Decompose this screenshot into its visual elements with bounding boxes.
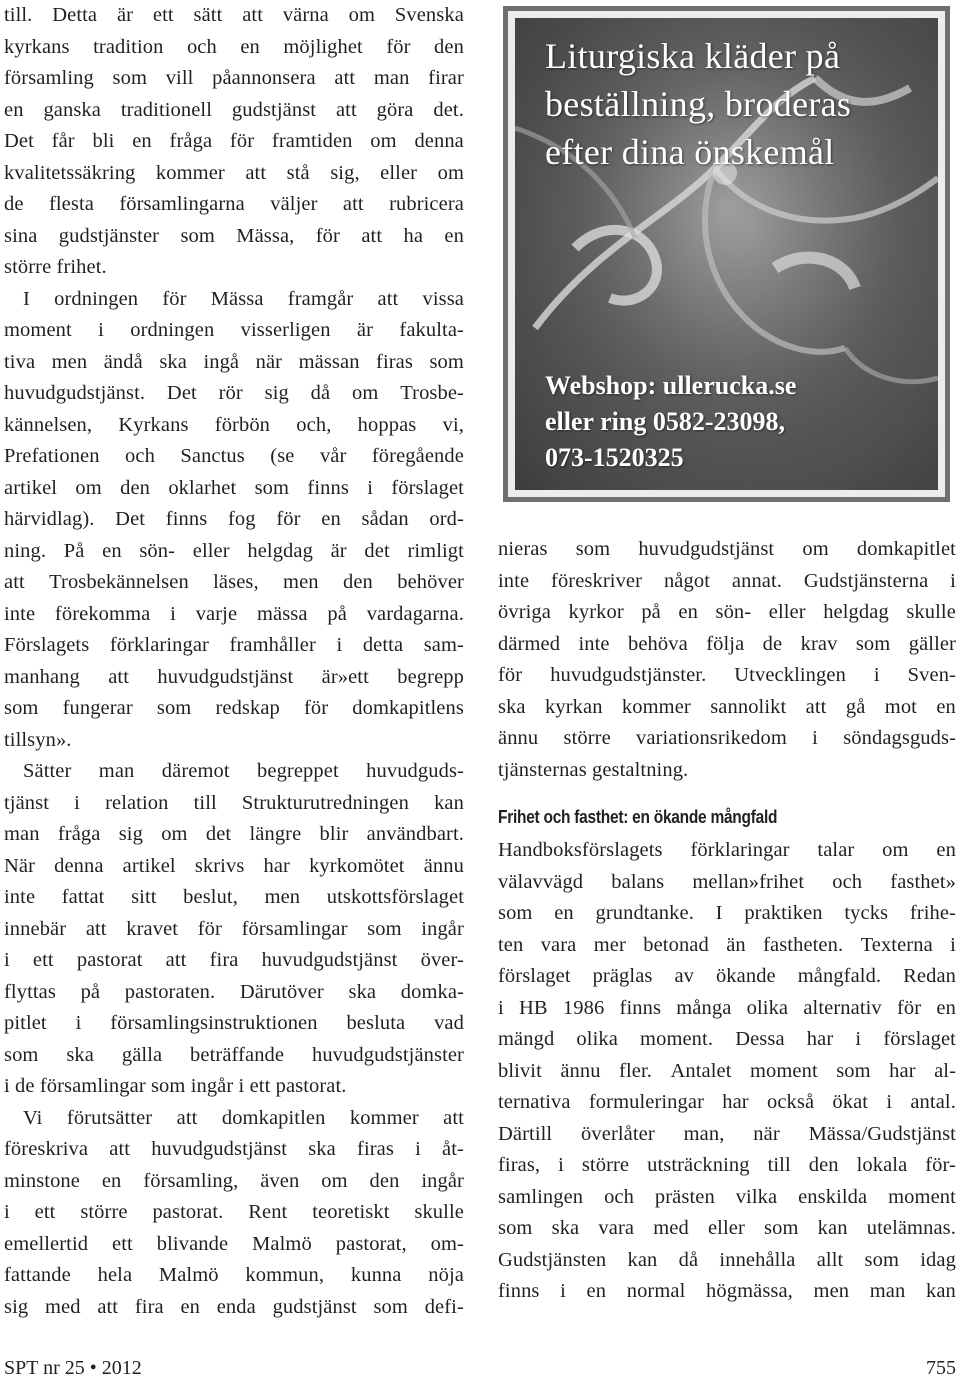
ad-phone-line: 073-1520325 <box>545 443 684 472</box>
text-line: man fråga sig om det längre blir användbart. <box>4 823 464 845</box>
ad-title-line: Liturgiska kläder på <box>545 36 841 76</box>
text-line: som ska gälla beträffande huvudgudstjänster <box>4 1043 464 1066</box>
text-line: pitlet i församlingsinstruktionen besluta vad <box>4 1012 464 1034</box>
text-line: tjänst i relation till Strukturutredningen kan <box>4 791 464 814</box>
ad-title-line: beställning, broderas <box>545 84 852 124</box>
text-line: därmed inte behöva följa de krav som gäller <box>498 632 956 655</box>
text-line: flyttas på pastoraten. Därutöver ska domka- <box>4 980 464 1003</box>
text-line: som en grundtanke. I praktiken tycks frihe- <box>498 902 956 924</box>
text-line: sina gudstjänster som Mässa, för att ha en <box>4 224 464 247</box>
text-line: att Trosbekännelsen läses, men den behöver <box>4 571 464 593</box>
text-line: Därtill överlåter man, när Mässa/Gudstjänst <box>498 1122 956 1145</box>
text-line: Prefationen och Sanctus (se vår föregående <box>4 445 464 467</box>
text-line: ännu större variationsrikedom i söndagsguds- <box>498 727 956 749</box>
text-line: välavvägd balans mellan»frihet och fasthet» <box>498 870 956 893</box>
text-line: Det får bli en fråga för framtiden om denna <box>4 130 464 152</box>
text-line: för huvudgudstjänster. Utvecklingen i Sven- <box>498 664 956 686</box>
text-line: föreskriva att huvudgudstjänst ska firas i åt- <box>4 1138 464 1160</box>
text-line: samlingen och prästen vilka enskilda moment <box>498 1185 956 1208</box>
ad-title <box>545 32 935 176</box>
text-line: övriga kyrkor på en sön- eller helgdag skulle <box>498 601 956 623</box>
text-line: firas, i större utsträckning till den lokala för- <box>498 1154 956 1176</box>
text-line: finns i en normal högmässa, men man kan <box>498 1280 956 1302</box>
text-line: blivit ännu fler. Antalet moment som har al- <box>498 1059 956 1082</box>
text-line: kyrkans tradition och en möjlighet för den <box>4 35 464 58</box>
footer-issue-info: SPT nr 25 • 2012 <box>4 1357 142 1379</box>
text-line: fattande hela Malmö kommun, kunna nöja <box>4 1264 464 1286</box>
text-line: ten vara mer betonad än fastheten. Texterna i <box>498 933 956 956</box>
text-line: som ska vara med eller som kan utelämnas. <box>498 1217 956 1239</box>
text-line: i de församlingar som ingår i ett pastorat. <box>4 1075 347 1097</box>
text-line: När denna artikel skrivs har kyrkomötet ännu <box>4 854 464 877</box>
text-line: tillsyn». <box>4 728 72 751</box>
ad-photo-embroidery <box>515 18 938 490</box>
text-line: kvalitetssäkring kommer att stå sig, eller om <box>4 161 464 184</box>
text-line: i HB 1986 finns många olika alternativ för en <box>498 996 956 1019</box>
text-line: tiva men ändå ska ingå när mässan firas som <box>4 350 464 373</box>
ad-webshop-line: Webshop: ullerucka.se <box>545 371 797 400</box>
right-text-column <box>498 534 956 1308</box>
text-line: mängd olika moment. Dessa har i förslaget <box>498 1028 956 1050</box>
text-line: sig med att fira en enda gudstjänst som defi- <box>4 1295 464 1318</box>
text-line: kännelsen, Kyrkans förbön och, hoppas vi, <box>4 413 464 436</box>
right-paragraph-bottom <box>498 835 956 1308</box>
text-line: artikel om den oklarhet som finns i förslaget <box>4 476 464 499</box>
text-line: inte fattat sitt beslut, men utskottsförslaget <box>4 886 464 908</box>
text-line: emellertid ett blivande Malmö pastorat, om- <box>4 1232 464 1255</box>
text-line: de flesta församlingarna väljer att rubricera <box>4 193 464 215</box>
text-line: I ordningen för Mässa framgår att vissa <box>23 287 464 310</box>
left-text-column <box>4 0 464 1323</box>
text-line: ternativa formuleringar har också ökat i antal. <box>498 1091 956 1113</box>
text-line: församling som vill påannonsera att man firar <box>4 67 464 89</box>
text-line: Gudstjänsten kan då innehålla allt som idag <box>498 1248 956 1271</box>
text-line: inte föreskriver något annat. Gudstjänsterna i <box>498 569 956 592</box>
text-line: ska kyrkan kommer sannolikt att gå mot en <box>498 695 956 718</box>
text-line: Förslagets förklaringar framhåller i detta sam- <box>4 634 464 656</box>
text-line: manhang att huvudgudstjänst är»ett begrepp <box>4 665 464 688</box>
right-paragraph-top <box>498 534 956 786</box>
text-line: härvidlag). Det finns fog för en sådan ord- <box>4 508 464 530</box>
text-line: i ett större pastorat. Rent teoretiskt skulle <box>4 1201 464 1223</box>
section-subheading: Frihet och fasthet: en ökande mångfald <box>498 807 778 827</box>
ad-contact-info <box>545 368 935 476</box>
text-line: en ganska traditionell gudstjänst att göra det. <box>4 98 464 121</box>
text-line: i ett pastorat att fira huvudgudstjänst över- <box>4 949 464 971</box>
text-line: förslaget präglas av ökande mångfald. Redan <box>498 965 956 987</box>
text-line: ning. På en sön- eller helgdag är det rimligt <box>4 539 464 562</box>
ad-phone-line: eller ring 0582-23098, <box>545 407 785 436</box>
text-line: moment i ordningen visserligen är fakulta- <box>4 319 464 341</box>
text-line: nieras som huvudgudstjänst om domkapitlet <box>498 538 956 560</box>
text-line: till. Detta är ett sätt att värna om Svenska <box>4 4 464 26</box>
text-line: inte förekomma i varje mässa på vardagarna. <box>4 602 464 625</box>
text-line: Handboksförslagets förklaringar talar om en <box>498 839 956 861</box>
text-line: större frihet. <box>4 256 107 278</box>
ad-title-line: efter dina önskemål <box>545 132 835 172</box>
text-line: huvudgudstjänst. Det rör sig då om Trosbe- <box>4 382 464 404</box>
text-line: Vi förutsätter att domkapitlen kommer att <box>23 1106 464 1129</box>
text-line: som fungerar som redskap för domkapitlens <box>4 697 464 719</box>
advertisement <box>503 6 950 502</box>
text-line: minstone en församling, även om den ingår <box>4 1169 464 1192</box>
text-line: tjänsternas gestaltning. <box>498 758 689 781</box>
text-line: Sätter man däremot begreppet huvudguds- <box>23 760 464 782</box>
text-line: innebär att kravet för församlingar som ingår <box>4 917 464 940</box>
page-number: 755 <box>926 1357 956 1379</box>
